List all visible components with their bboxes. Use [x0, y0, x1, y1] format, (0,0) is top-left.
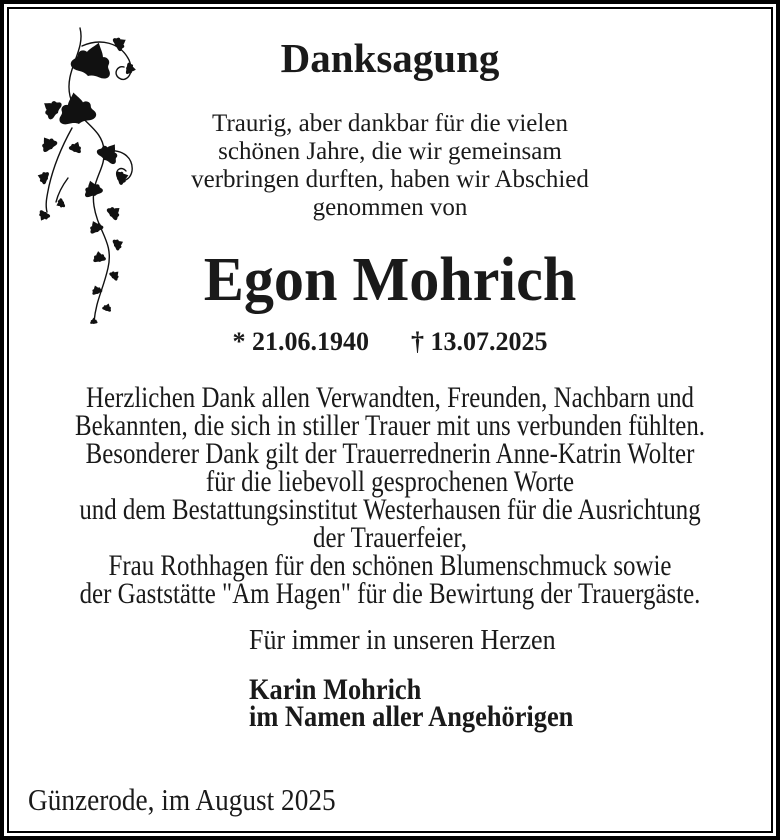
thanks-paragraph — [66, 381, 713, 610]
thanks-line: und dem Bestattungsinstitut Westerhausen für die Ausrichtung — [79, 493, 701, 526]
intro-line: genommen von — [312, 194, 468, 221]
intro-line: Traurig, aber dankbar für die vielen — [212, 110, 568, 137]
death-date: † 13.07.2025 — [411, 327, 548, 356]
thanks-line: Besonderer Dank gilt der Trauerrednerin Anne-Katrin Wolter — [85, 437, 695, 470]
signature-addendum: im Namen aller Angehörigen — [249, 700, 574, 733]
thanks-line: Frau Rothhagen für den schönen Blumenschmuck sowie — [108, 549, 672, 582]
thanks-line: der Gaststätte "Am Hagen" für die Bewirtung der Trauergäste. — [79, 577, 701, 610]
signature-name: Karin Mohrich — [249, 673, 422, 706]
life-dates — [0, 327, 780, 357]
thanks-line: der Trauerfeier, — [313, 521, 467, 554]
thanks-line: Bekannten, die sich in stiller Trauer mit uns verbunden fühlten. — [74, 409, 705, 442]
intro-line: schönen Jahre, die wir gemeinsam — [218, 138, 562, 165]
birth-date: * 21.06.1940 — [232, 327, 369, 356]
intro-line: verbringen durften, haben wir Abschied — [191, 166, 589, 193]
thanks-line: für die liebevoll gesprochenen Worte — [205, 465, 575, 498]
thanks-line: Herzlichen Dank allen Verwandten, Freunden, Nachbarn und — [85, 381, 694, 414]
intro-paragraph — [0, 110, 780, 222]
signature-block — [249, 673, 574, 733]
notice-title: Danksagung — [280, 35, 500, 81]
deceased-name: Egon Mohrich — [203, 246, 577, 314]
closing-line: Für immer in unseren Herzen — [249, 625, 556, 656]
place-date: Günzerode, im August 2025 — [28, 782, 336, 817]
